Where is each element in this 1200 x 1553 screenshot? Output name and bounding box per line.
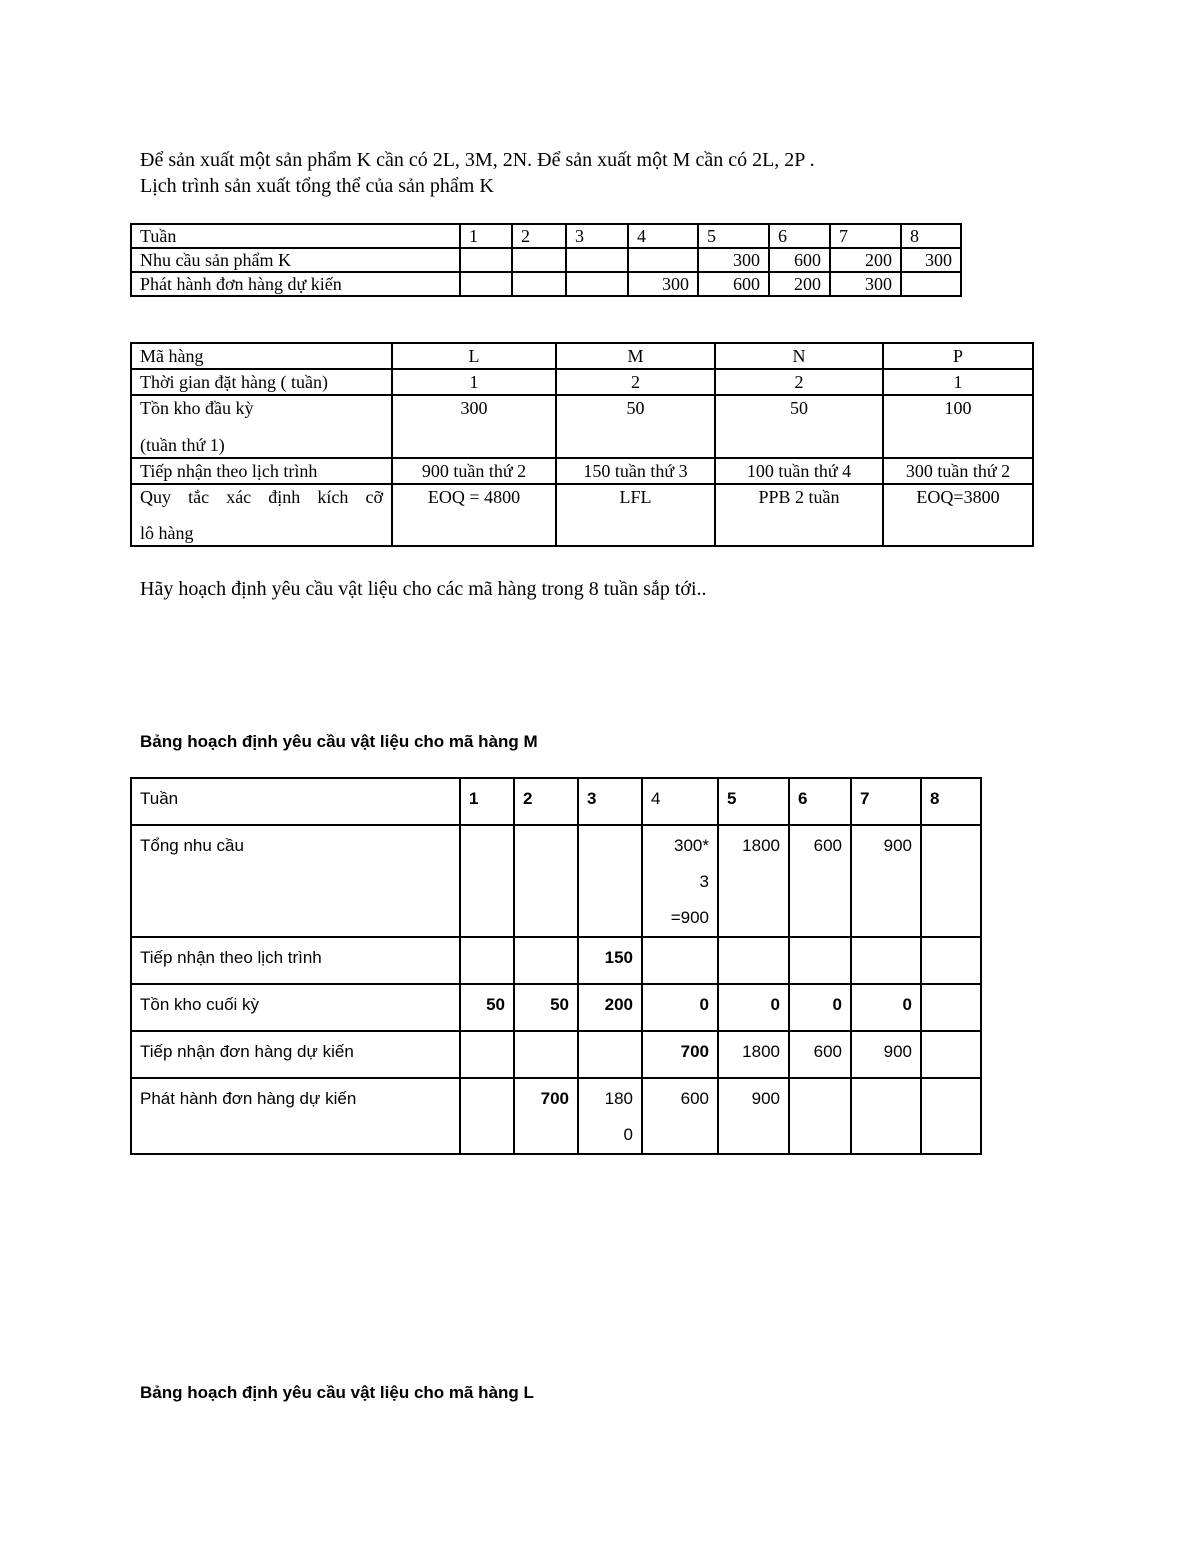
item-cell: EOQ = 4800 <box>392 484 556 546</box>
item-header-cell: Mã hàng <box>131 343 392 369</box>
m-cell: 600 <box>789 825 851 937</box>
mps-table <box>130 223 962 297</box>
m-cell <box>578 1031 642 1078</box>
mps-row-label: Phát hành đơn hàng dự kiến <box>131 272 460 296</box>
gross-w4-line1: 300* <box>674 836 709 855</box>
mps-cell: 200 <box>769 272 830 296</box>
mps-cell: 600 <box>698 272 769 296</box>
m-cell <box>460 1078 514 1154</box>
m-cell: 900 <box>718 1078 789 1154</box>
inventory-note: (tuần thứ 1) <box>140 435 225 455</box>
m-header-cell: 6 <box>789 778 851 825</box>
m-cell: 1800 <box>718 1031 789 1078</box>
mps-header-cell: 5 <box>698 224 769 248</box>
item-header-cell: L <box>392 343 556 369</box>
item-cell: 300 tuần thứ 2 <box>883 458 1033 484</box>
m-cell <box>514 1031 578 1078</box>
m-cell: 50 <box>460 984 514 1031</box>
question-text: Hãy hoạch định yêu cầu vật liệu cho các mã hàng trong 8 tuần sắp tới.. <box>140 578 707 600</box>
mps-header-cell: Tuần <box>131 224 460 248</box>
item-cell: 50 <box>715 395 883 458</box>
m-cell <box>789 937 851 984</box>
m-header-row <box>131 778 981 825</box>
item-table <box>130 342 1034 547</box>
item-cell: 150 tuần thứ 3 <box>556 458 715 484</box>
m-header-cell: 7 <box>851 778 921 825</box>
item-cell: 100 <box>883 395 1033 458</box>
m-cell <box>642 937 718 984</box>
m-cell: 150 <box>578 937 642 984</box>
m-cell: 200 <box>578 984 642 1031</box>
m-cell <box>642 825 718 937</box>
m-cell: 50 <box>514 984 578 1031</box>
mps-header-cell: 8 <box>901 224 961 248</box>
m-cell: 700 <box>514 1078 578 1154</box>
mps-header-cell: 2 <box>512 224 566 248</box>
item-cell: LFL <box>556 484 715 546</box>
m-header-cell: 5 <box>718 778 789 825</box>
item-header-row <box>131 343 1033 369</box>
m-cell <box>460 1031 514 1078</box>
lot-rule-label: Quy tắc xác định kích cỡ <box>140 487 383 507</box>
item-header-cell: P <box>883 343 1033 369</box>
m-cell <box>514 825 578 937</box>
item-cell: 900 tuần thứ 2 <box>392 458 556 484</box>
m-table-title: Bảng hoạch định yêu cầu vật liệu cho mã hàng M <box>140 732 538 751</box>
m-header-cell: 8 <box>921 778 981 825</box>
m-cell: 0 <box>851 984 921 1031</box>
m-cell: 0 <box>642 984 718 1031</box>
item-scheduled-row <box>131 458 1033 484</box>
m-cell: 1800 <box>718 825 789 937</box>
m-cell <box>578 825 642 937</box>
mps-cell: 300 <box>698 248 769 272</box>
m-row-label: Phát hành đơn hàng dự kiến <box>131 1078 460 1154</box>
intro-line-1: Để sản xuất một sản phẩm K cần có 2L, 3M, 2N. Để sản xuất một M cần có 2L, 2P . <box>140 149 815 171</box>
m-cell: 900 <box>851 1031 921 1078</box>
mps-cell: 600 <box>769 248 830 272</box>
m-planned-receipts-row <box>131 1031 981 1078</box>
item-cell: EOQ=3800 <box>883 484 1033 546</box>
item-header-cell: M <box>556 343 715 369</box>
mps-header-cell: 4 <box>628 224 698 248</box>
m-planned-releases-row <box>131 1078 981 1154</box>
item-leadtime-row <box>131 369 1033 395</box>
item-inventory-row <box>131 395 1033 458</box>
mps-header-cell: 3 <box>566 224 628 248</box>
mps-cell <box>512 248 566 272</box>
mps-cell <box>901 272 961 296</box>
mps-row-label: Nhu cầu sản phẩm K <box>131 248 460 272</box>
item-row-label: Tiếp nhận theo lịch trình <box>131 458 392 484</box>
item-row-label: Thời gian đặt hàng ( tuần) <box>131 369 392 395</box>
m-cell: 0 <box>789 984 851 1031</box>
intro-line-2: Lịch trình sản xuất tổng thể của sản phẩm K <box>140 175 494 197</box>
m-mrp-table <box>130 777 982 1155</box>
item-cell: 2 <box>715 369 883 395</box>
m-scheduled-row <box>131 937 981 984</box>
mps-cell <box>512 272 566 296</box>
mps-cell <box>460 248 512 272</box>
m-cell <box>514 937 578 984</box>
m-gross-row <box>131 825 981 937</box>
m-cell <box>921 1078 981 1154</box>
m-cell <box>921 825 981 937</box>
m-row-label: Tồn kho cuối kỳ <box>131 984 460 1031</box>
m-cell <box>921 984 981 1031</box>
m-cell <box>460 937 514 984</box>
m-cell <box>578 1078 642 1154</box>
mps-cell <box>566 248 628 272</box>
m-cell: 700 <box>642 1031 718 1078</box>
m-header-cell: 3 <box>578 778 642 825</box>
m-cell <box>789 1078 851 1154</box>
m-row-label: Tiếp nhận đơn hàng dự kiến <box>131 1031 460 1078</box>
l-table-title: Bảng hoạch định yêu cầu vật liệu cho mã hàng L <box>140 1383 534 1402</box>
item-cell: 1 <box>392 369 556 395</box>
gross-w4-line2: 3 <box>699 872 709 891</box>
item-cell: 100 tuần thứ 4 <box>715 458 883 484</box>
item-cell: 300 <box>392 395 556 458</box>
item-lotsize-row <box>131 484 1033 546</box>
inventory-label: Tồn kho đầu kỳ <box>140 398 254 418</box>
item-cell: 50 <box>556 395 715 458</box>
mps-release-row <box>131 272 961 296</box>
mps-cell: 300 <box>901 248 961 272</box>
item-cell: 1 <box>883 369 1033 395</box>
m-cell: 900 <box>851 825 921 937</box>
item-header-cell: N <box>715 343 883 369</box>
m-header-cell: 2 <box>514 778 578 825</box>
mps-header-cell: 7 <box>830 224 901 248</box>
m-cell: 0 <box>718 984 789 1031</box>
mps-header-cell: 6 <box>769 224 830 248</box>
m-row-label: Tiếp nhận theo lịch trình <box>131 937 460 984</box>
item-cell: PPB 2 tuần <box>715 484 883 546</box>
m-cell <box>921 1031 981 1078</box>
release-w3-line2: 0 <box>623 1125 633 1144</box>
m-cell <box>718 937 789 984</box>
m-cell <box>921 937 981 984</box>
m-cell: 600 <box>642 1078 718 1154</box>
m-header-cell: 1 <box>460 778 514 825</box>
mps-cell: 200 <box>830 248 901 272</box>
mps-cell <box>566 272 628 296</box>
release-w3-line1: 180 <box>604 1089 633 1108</box>
mps-demand-row <box>131 248 961 272</box>
mps-cell <box>460 272 512 296</box>
lot-rule-label-cont: lô hàng <box>140 523 194 543</box>
item-row-label <box>131 395 392 458</box>
mps-cell: 300 <box>628 272 698 296</box>
mps-cell: 300 <box>830 272 901 296</box>
mps-header-cell: 1 <box>460 224 512 248</box>
item-cell: 2 <box>556 369 715 395</box>
m-cell <box>460 825 514 937</box>
m-row-label: Tổng nhu cầu <box>131 825 460 937</box>
m-header-cell: 4 <box>642 778 718 825</box>
m-cell <box>851 1078 921 1154</box>
item-row-label <box>131 484 392 546</box>
m-header-cell: Tuần <box>131 778 460 825</box>
m-ending-inv-row <box>131 984 981 1031</box>
mps-cell <box>628 248 698 272</box>
m-cell <box>851 937 921 984</box>
mps-header-row <box>131 224 961 248</box>
gross-w4-line3: =900 <box>670 908 709 927</box>
m-cell: 600 <box>789 1031 851 1078</box>
